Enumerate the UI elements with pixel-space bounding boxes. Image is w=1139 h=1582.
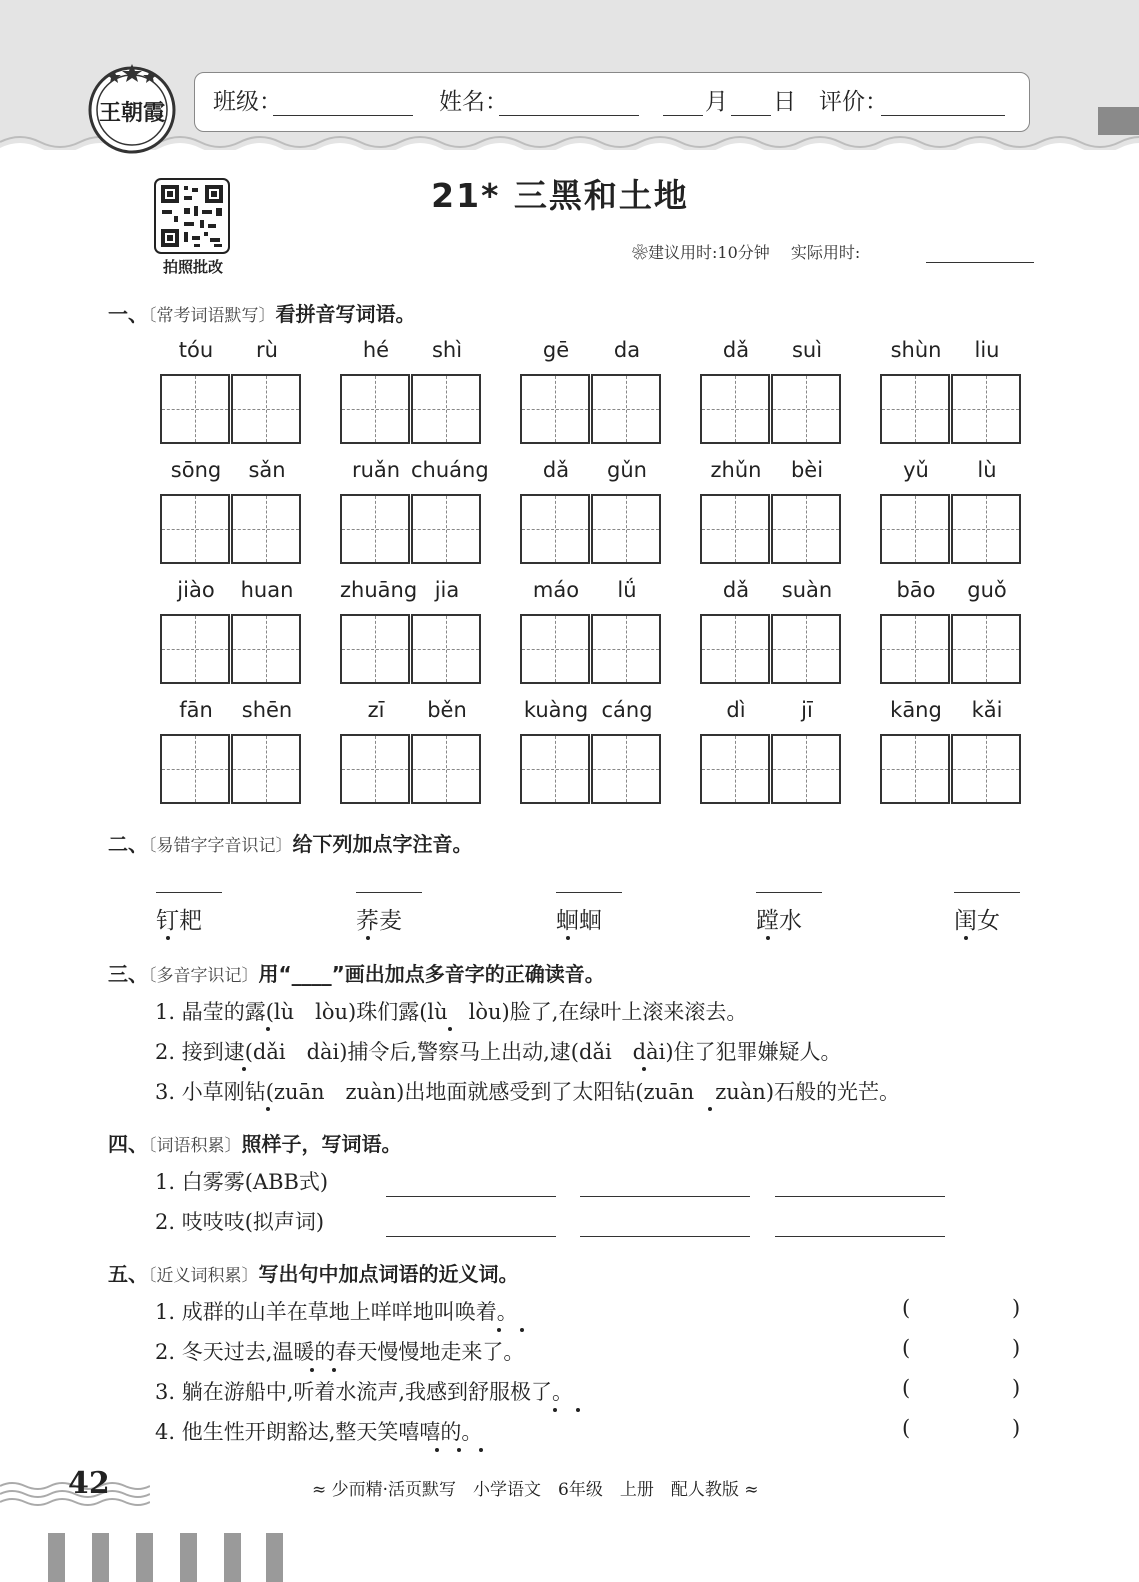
pinyin-label: lǘ: [617, 578, 637, 602]
pinyin-label: gǔn: [607, 458, 647, 482]
page-number: 42: [68, 1466, 110, 1501]
tianzige-cell[interactable]: [411, 614, 481, 684]
answer-blank[interactable]: [775, 1196, 945, 1197]
pinyin-label: běn: [427, 698, 467, 722]
answer-paren-close: ): [1012, 1416, 1021, 1440]
tianzige-cell[interactable]: [951, 494, 1021, 564]
tianzige-cell[interactable]: [340, 734, 410, 804]
tianzige-cell[interactable]: [520, 374, 590, 444]
tianzige-cell[interactable]: [340, 614, 410, 684]
qr-code-icon[interactable]: [154, 178, 230, 254]
pinyin-label: dǎ: [542, 458, 570, 482]
emphasis-dot: [242, 1067, 246, 1071]
pinyin-answer-blank[interactable]: [756, 892, 822, 893]
tianzige-cell[interactable]: [771, 494, 841, 564]
footer-stripe: [48, 1533, 65, 1582]
tianzige-cell[interactable]: [231, 374, 301, 444]
tianzige-cell[interactable]: [880, 494, 950, 564]
section2-heading: 二、〔易错字字音识记〕给下列加点字注音。: [108, 832, 473, 856]
footer-stripe: [180, 1533, 197, 1582]
pinyin-label: rù: [256, 338, 278, 362]
pinyin-label: hé: [362, 338, 390, 362]
footer-stripe: [266, 1533, 283, 1582]
polyphone-line-2[interactable]: 2. 接到逮(dǎi dài)捕令后,警察马上出动,逮(dǎi dài)住了犯罪嫌疑人。: [155, 1040, 842, 1064]
pinyin-label: suàn: [781, 578, 833, 602]
tianzige-cell[interactable]: [880, 374, 950, 444]
answer-paren-open[interactable]: (: [902, 1336, 911, 1360]
synonym-sentence: 1. 成群的山羊在草地上咩咩地叫唤着。: [155, 1300, 518, 1324]
tianzige-cell[interactable]: [160, 614, 230, 684]
tianzige-cell[interactable]: [880, 614, 950, 684]
svg-text:王朝霞: 王朝霞: [98, 100, 166, 126]
tianzige-cell[interactable]: [591, 614, 661, 684]
pinyin-label: bèi: [790, 458, 824, 482]
pinyin-label: shēn: [241, 698, 293, 722]
emphasis-dot: [310, 1368, 314, 1372]
tianzige-cell[interactable]: [771, 374, 841, 444]
section3-heading: 三、〔多音字识记〕用“____”画出加点多音字的正确读音。: [108, 962, 605, 986]
pinyin-label: tóu: [178, 338, 214, 362]
answer-paren-close: ): [1012, 1376, 1021, 1400]
pinyin-label: dǎ: [722, 578, 750, 602]
pinyin-label: jia: [434, 578, 460, 602]
tianzige-cell[interactable]: [411, 374, 481, 444]
tianzige-cell[interactable]: [591, 494, 661, 564]
tianzige-cell[interactable]: [160, 494, 230, 564]
pinyin-label: kuàng: [523, 698, 589, 722]
pinyin-label: jī: [801, 698, 813, 722]
pinyin-label: shùn: [890, 338, 942, 362]
day-label: 日: [773, 89, 796, 115]
tianzige-cell[interactable]: [231, 614, 301, 684]
pinyin-label: chuáng: [411, 458, 489, 482]
time-actual: 实际用时:: [790, 243, 861, 262]
emphasis-dot: [435, 1448, 439, 1452]
pinyin-answer-blank[interactable]: [356, 892, 422, 893]
synonym-sentence: 4. 他生性开朗豁达,整天笑嘻嘻的。: [155, 1420, 483, 1444]
answer-blank[interactable]: [580, 1196, 750, 1197]
pinyin-label: suì: [791, 338, 823, 362]
pinyin-label: zhuāng: [340, 578, 418, 602]
emphasis-dot: [708, 1107, 712, 1111]
tianzige-cell[interactable]: [160, 734, 230, 804]
tianzige-cell[interactable]: [771, 614, 841, 684]
tianzige-cell[interactable]: [520, 494, 590, 564]
emphasis-dot: [166, 936, 170, 940]
tianzige-cell[interactable]: [700, 494, 770, 564]
answer-paren-close: ): [1012, 1336, 1021, 1360]
pinyin-label: liu: [974, 338, 1000, 362]
emphasis-dot: [479, 1448, 483, 1452]
pattern-example-1: 1. 白雾雾(ABB式): [155, 1170, 329, 1194]
tianzige-cell[interactable]: [771, 734, 841, 804]
answer-blank[interactable]: [775, 1236, 945, 1237]
footer-stripe: [136, 1533, 153, 1582]
emphasis-dot: [497, 1328, 501, 1332]
tianzige-cell[interactable]: [591, 374, 661, 444]
answer-paren-open[interactable]: (: [902, 1416, 911, 1440]
pinyin-label: huan: [240, 578, 294, 602]
emphasis-dot: [553, 1408, 557, 1412]
tianzige-cell[interactable]: [951, 734, 1021, 804]
footer-series: ≈ 少而精·活页默写 小学语文 6年级 上册 配人教版 ≈: [312, 1480, 759, 1500]
pinyin-label: sōng: [170, 458, 222, 482]
emphasis-dot: [520, 1328, 524, 1332]
pinyin-label: jiào: [177, 578, 215, 602]
pinyin-label: ruǎn: [351, 458, 401, 482]
emphasis-dot: [964, 936, 968, 940]
answer-blank[interactable]: [386, 1236, 556, 1237]
pinyin-label: shì: [431, 338, 463, 362]
tianzige-cell[interactable]: [520, 734, 590, 804]
dotted-word: 钉耙: [156, 908, 202, 934]
tianzige-cell[interactable]: [340, 494, 410, 564]
tianzige-cell[interactable]: [951, 374, 1021, 444]
grey-tab: [1098, 107, 1139, 135]
answer-blank[interactable]: [386, 1196, 556, 1197]
emphasis-dot: [766, 936, 770, 940]
polyphone-line-3[interactable]: 3. 小草刚钻(zuān zuàn)出地面就感受到了太阳钻(zuān zuàn)石般的光芒。: [155, 1080, 901, 1104]
pinyin-label: da: [613, 338, 641, 362]
tianzige-cell[interactable]: [880, 734, 950, 804]
name-label: 姓名：: [439, 89, 508, 115]
pinyin-label: zhǔn: [710, 458, 762, 482]
answer-paren-open[interactable]: (: [902, 1296, 911, 1320]
student-info-box: [194, 72, 1030, 132]
tianzige-cell[interactable]: [700, 374, 770, 444]
tianzige-cell[interactable]: [160, 374, 230, 444]
tianzige-cell[interactable]: [951, 614, 1021, 684]
pinyin-label: fān: [179, 698, 213, 722]
pinyin-label: dì: [726, 698, 746, 722]
tianzige-cell[interactable]: [520, 614, 590, 684]
pinyin-label: zī: [367, 698, 385, 722]
pinyin-label: dǎ: [722, 338, 750, 362]
time-suggested: ❀建议用时:10分钟 实际用时:: [632, 243, 861, 262]
pinyin-label: kǎi: [971, 698, 1003, 722]
footer-stripe: [224, 1533, 241, 1582]
answer-paren-open[interactable]: (: [902, 1376, 911, 1400]
pinyin-label: máo: [532, 578, 580, 602]
emphasis-dot: [642, 1067, 646, 1071]
month-field[interactable]: [663, 115, 703, 116]
name-field[interactable]: [499, 115, 639, 116]
synonym-sentence: 3. 躺在游船中,听着水流声,我感到舒服极了。: [155, 1380, 574, 1404]
page-title: 21* 三黑和土地: [431, 176, 689, 215]
emphasis-dot: [566, 936, 570, 940]
logo-seal: [86, 62, 178, 154]
tianzige-cell[interactable]: [411, 734, 481, 804]
day-field[interactable]: [731, 115, 771, 116]
rating-label: 评价：: [819, 89, 888, 115]
answer-paren-close: ): [1012, 1296, 1021, 1320]
tianzige-cell[interactable]: [340, 374, 410, 444]
emphasis-dot: [266, 1027, 270, 1031]
emphasis-dot: [576, 1408, 580, 1412]
answer-blank[interactable]: [580, 1236, 750, 1237]
emphasis-dot: [448, 1027, 452, 1031]
pinyin-label: cáng: [601, 698, 653, 722]
pinyin-label: yǔ: [903, 458, 929, 482]
pinyin-answer-blank[interactable]: [556, 892, 622, 893]
qr-label: 拍照批改: [162, 258, 223, 276]
pinyin-label: bāo: [896, 578, 936, 602]
pinyin-label: gē: [542, 338, 570, 362]
tianzige-cell[interactable]: [231, 494, 301, 564]
pinyin-label: kāng: [890, 698, 942, 722]
tianzige-cell[interactable]: [700, 614, 770, 684]
pinyin-label: sǎn: [248, 458, 286, 482]
month-label: 月: [705, 89, 728, 115]
emphasis-dot: [457, 1448, 461, 1452]
pinyin-answer-blank[interactable]: [156, 892, 222, 893]
tianzige-cell[interactable]: [411, 494, 481, 564]
rating-field[interactable]: [881, 115, 1005, 116]
pattern-example-2: 2. 吱吱吱(拟声词): [155, 1210, 325, 1234]
class-field[interactable]: [273, 115, 413, 116]
dotted-word: 蛔蛔: [556, 908, 602, 934]
emphasis-dot: [332, 1368, 336, 1372]
dotted-word: 蹚水: [756, 908, 802, 934]
class-label: 班级：: [213, 89, 282, 115]
dotted-word: 闺女: [954, 908, 1000, 934]
tianzige-cell[interactable]: [700, 734, 770, 804]
polyphone-line-1[interactable]: 1. 晶莹的露(lù lòu)珠们露(lù lòu)脸了,在绿叶上滚来滚去。: [155, 1000, 748, 1024]
time-actual-field[interactable]: [926, 262, 1034, 263]
footer-stripe: [92, 1533, 109, 1582]
emphasis-dot: [366, 936, 370, 940]
pinyin-answer-blank[interactable]: [954, 892, 1020, 893]
tianzige-cell[interactable]: [231, 734, 301, 804]
synonym-sentence: 2. 冬天过去,温暖的春天慢慢地走来了。: [155, 1340, 525, 1364]
pinyin-label: guǒ: [967, 578, 1007, 602]
tianzige-cell[interactable]: [591, 734, 661, 804]
section5-heading: 五、〔近义词积累〕写出句中加点词语的近义词。: [108, 1262, 519, 1286]
section4-heading: 四、〔词语积累〕照样子，写词语。: [108, 1132, 402, 1156]
pinyin-label: lù: [977, 458, 997, 482]
section1-heading: 一、〔常考词语默写〕看拼音写词语。: [108, 302, 416, 326]
dotted-word: 荞麦: [356, 908, 402, 934]
emphasis-dot: [266, 1107, 270, 1111]
